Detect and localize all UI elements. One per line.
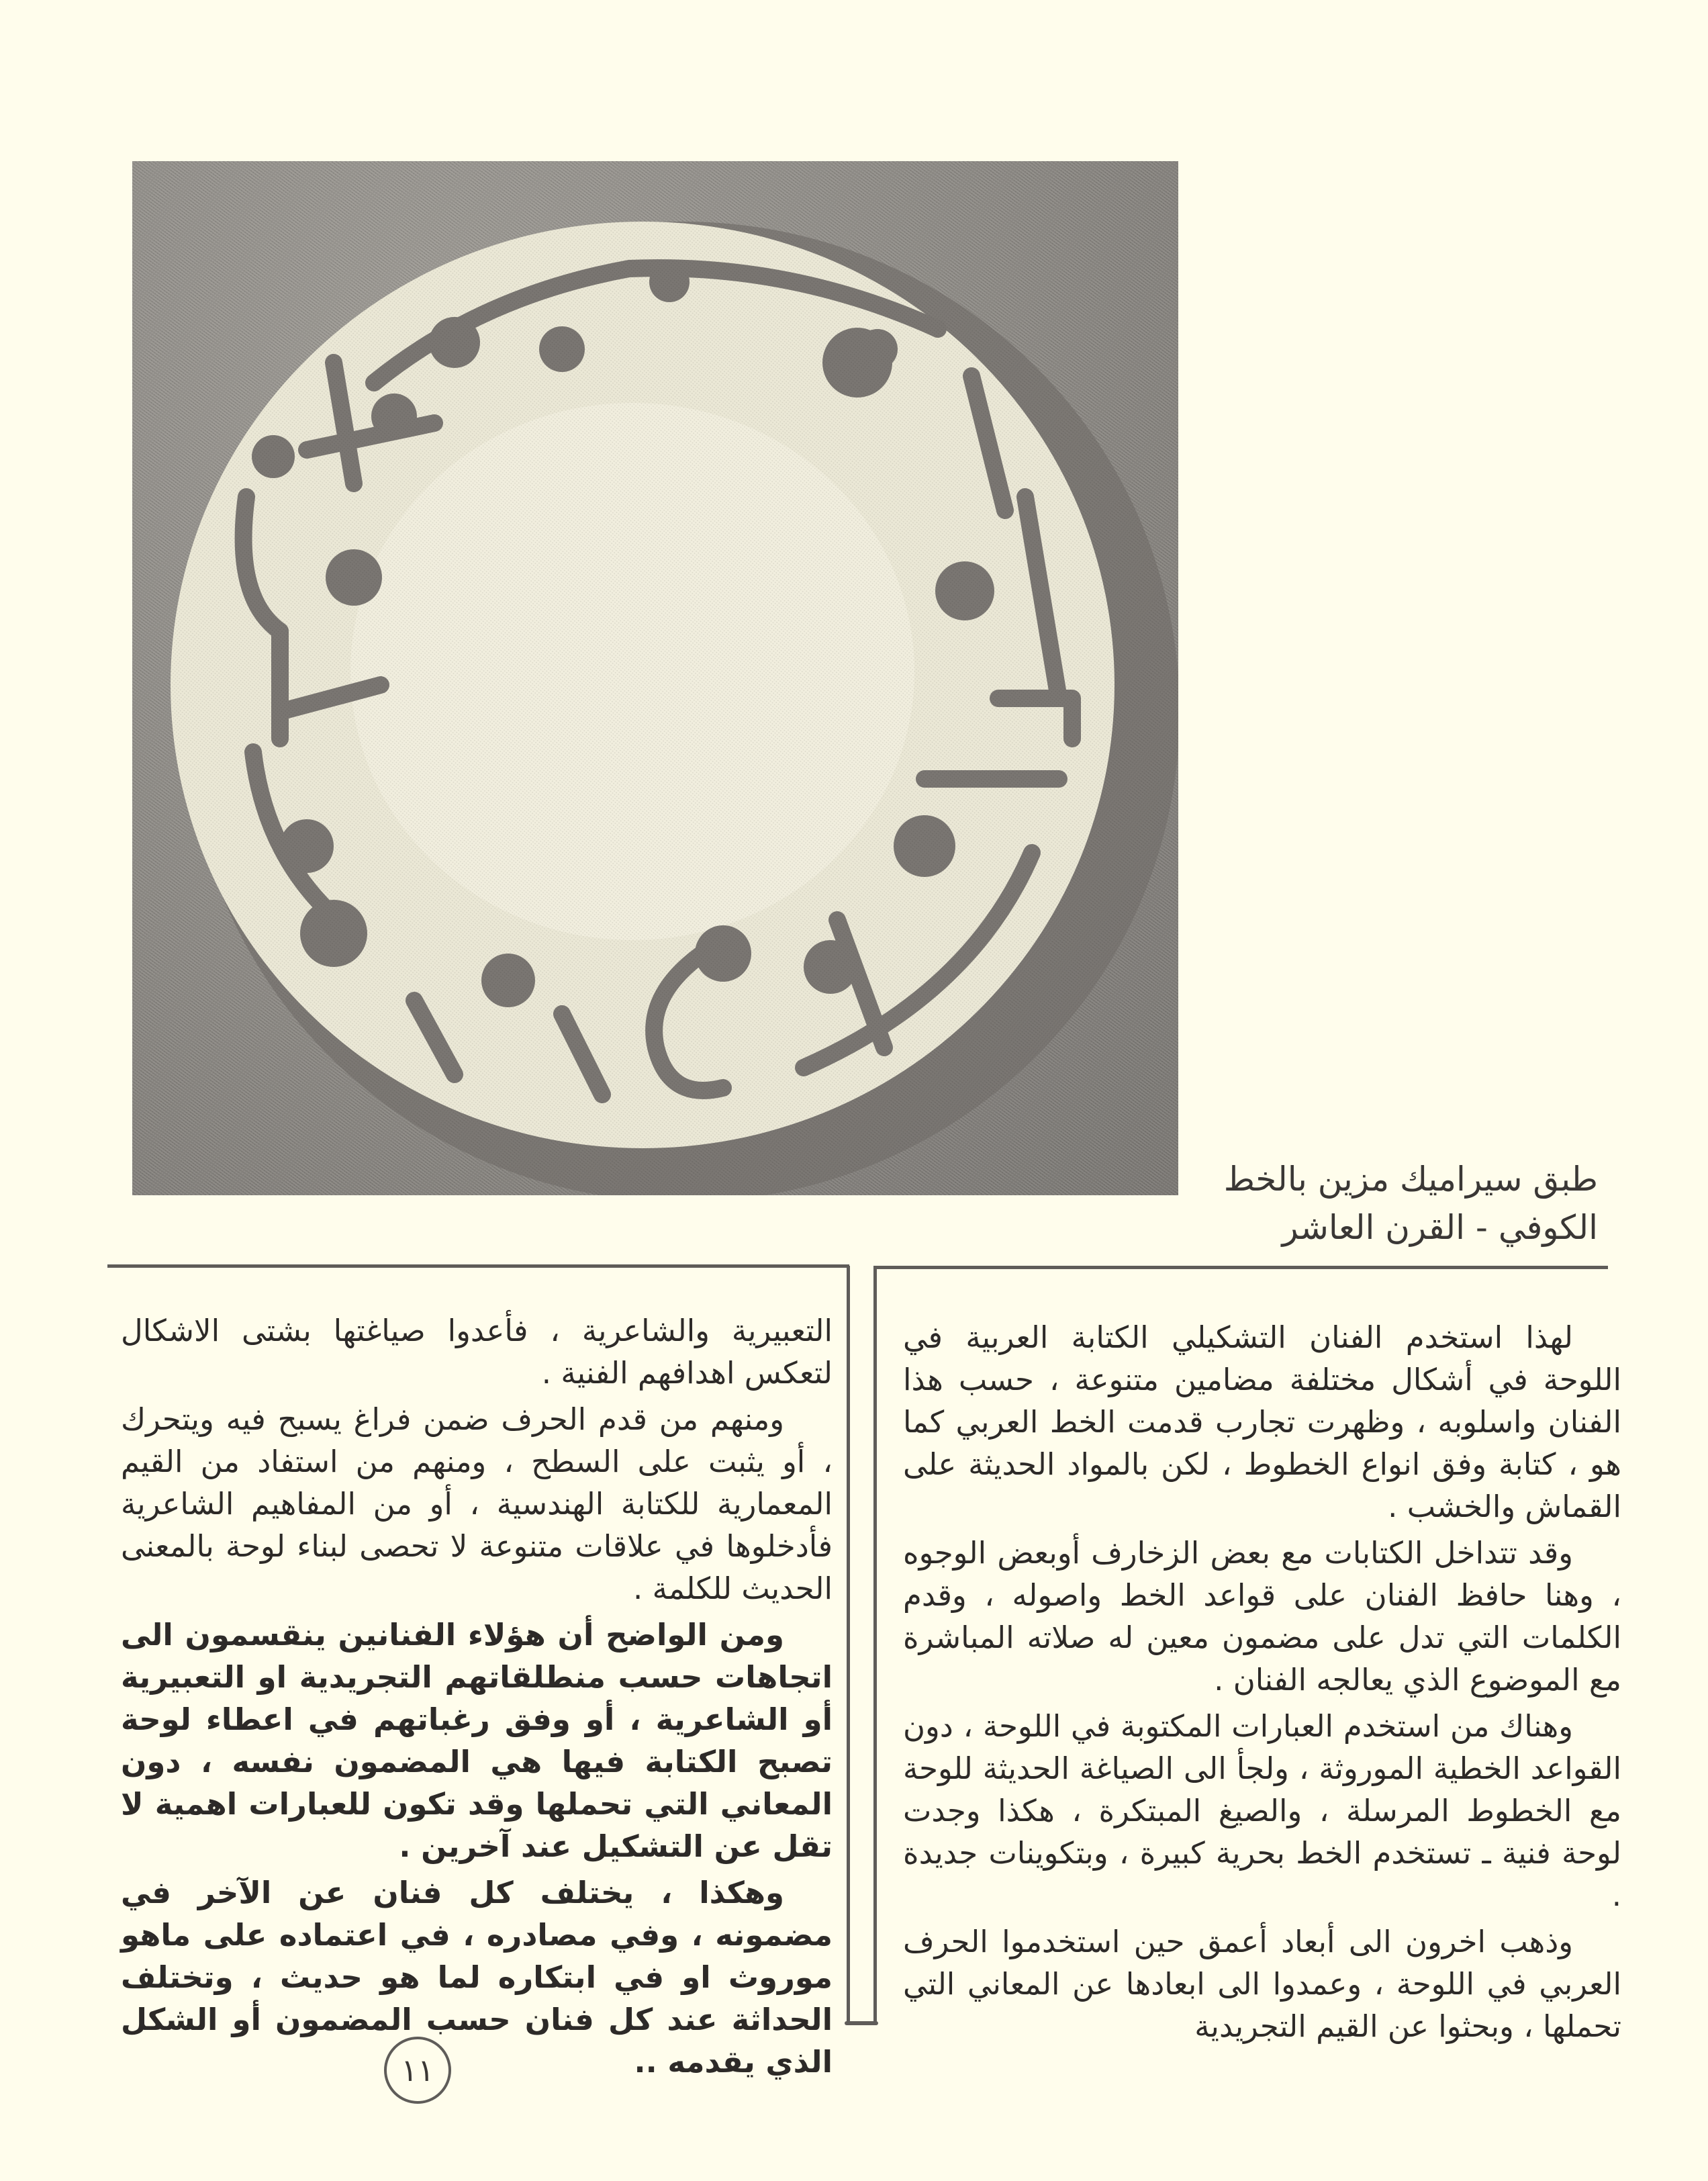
left-column-side-rule <box>847 1266 850 2023</box>
right-column-side-rule <box>873 1267 877 2023</box>
paragraph: ومنهم من قدم الحرف ضمن فراغ يسبح فيه ويتحرك ، أو يثبت على السطح ، ومنهم من استفاد من القيم المعمارية للكتابة الهندسية ، أو من المفاهيم الشاعرية فأدخلوها في علاقات متنوعة لا تحصى لبناء لوحة بالمعنى الحديث للكلمة . <box>121 1401 833 1606</box>
paragraph: التعبيرية والشاعرية ، فأعدوا صياغتها بشتى الاشكال لتعكس اهدافهم الفنية . <box>121 1313 833 1391</box>
caption-line-1: طبق سيراميك مزين بالخط <box>1223 1160 1598 1199</box>
page-number: ١١ <box>401 2052 434 2088</box>
article-left-column <box>121 1309 833 2087</box>
article-right-column <box>903 1316 1621 2051</box>
figure-caption <box>1182 1155 1598 1252</box>
left-column-top-rule <box>107 1264 849 1268</box>
right-column-top-rule <box>873 1266 1608 1269</box>
kufic-bowl-illustration <box>132 161 1178 1195</box>
page-number-badge <box>384 2037 451 2104</box>
caption-line-2: الكوفي - القرن العاشر <box>1282 1208 1598 1247</box>
bold-paragraph: وهكذا ، يختلف كل فنان عن الآخر في مضمونه ، وفي مصادره ، في اعتماده على ماهو موروث او في ابتكاره لما هو حديث ، وتختلف الحداثة عند كل فنان حسب المضمون أو الشكل الذي يقدمه .. <box>121 1875 833 2080</box>
bold-paragraph: ومن الواضح أن هؤلاء الفنانين ينقسمون الى اتجاهات حسب منطلقاتهم التجريدية او التعبيرية أو الشاعرية ، أو وفق رغباتهم في اعطاء لوحة تصبح الكتابة فيها هي المضمون نفسه ، دون المعاني التي تحملها وقد تكون للعبارات اهمية لا تقل عن التشكيل عند آخرين . <box>121 1617 833 1864</box>
bowl-photograph <box>132 161 1178 1195</box>
paragraph: لهذا استخدم الفنان التشكيلي الكتابة العربية في اللوحة في أشكال مختلفة مضامين متنوعة ، حسب هذا الفنان واسلوبه ، وظهرت تجارب قدمت الخط العربي كما هو ، كتابة وفق انواع الخطوط ، لكن بالمواد الحديثة على القماش والخشب . <box>903 1319 1621 1524</box>
paragraph: وهناك من استخدم العبارات المكتوبة في اللوحة ، دون القواعد الخطية الموروثة ، ولجأ الى الصياغة الحديثة للوحة مع الخطوط المرسلة ، والصيغ المبتكرة ، هكذا وجدت لوحة فنية ـ تستخدم الخط بحرية كبيرة ، وبتكوينات جديدة . <box>903 1708 1621 1913</box>
column-bottom-connector <box>845 2021 878 2025</box>
paragraph: وقد تتداخل الكتابات مع بعض الزخارف أوبعض الوجوه ، وهنا حافظ الفنان على قواعد الخط واصوله ، وقدم الكلمات التي تدل على مضمون معين له صلاته المباشرة مع الموضوع الذي يعالجه الفنان . <box>903 1535 1621 1698</box>
paragraph: وذهب اخرون الى أبعاد أعمق حين استخدموا الحرف العربي في اللوحة ، وعمدوا الى ابعادها عن المعاني التي تحملها ، وبحثوا عن القيم التجريدية <box>903 1924 1621 2044</box>
